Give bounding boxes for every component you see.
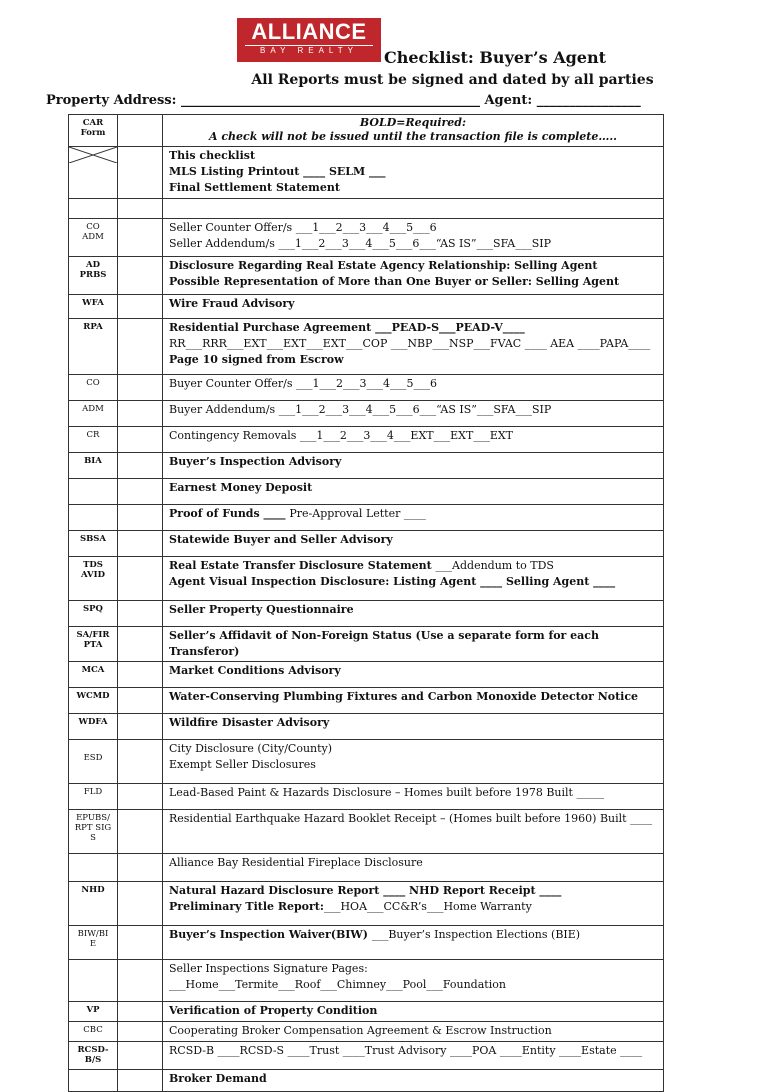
check-box[interactable] xyxy=(118,740,163,784)
form-code-text: CO ADM xyxy=(82,222,104,242)
description-line xyxy=(169,1003,657,1019)
description-line xyxy=(169,574,657,590)
checklist-row xyxy=(69,199,664,219)
check-box[interactable] xyxy=(118,219,163,257)
description-line xyxy=(169,602,657,618)
checklist-row xyxy=(69,401,664,427)
check-box[interactable] xyxy=(118,479,163,505)
description-text: Residential Purchase Agreement ___PEAD-S___PEAD-V____ xyxy=(169,321,525,334)
form-code-text: CO xyxy=(86,378,100,388)
description-text: Proof of Funds ____ xyxy=(169,507,290,520)
description-line xyxy=(169,663,657,679)
checklist-row xyxy=(69,295,664,319)
description-line xyxy=(169,961,657,977)
item-description xyxy=(163,688,664,714)
description-text: Verification of Property Condition xyxy=(169,1004,378,1017)
alliance-bay-logo xyxy=(237,18,381,62)
form-code xyxy=(69,627,118,662)
form-code xyxy=(69,740,118,784)
checklist-row xyxy=(69,479,664,505)
description-line xyxy=(169,927,657,943)
x-mark-icon xyxy=(69,147,117,163)
form-code xyxy=(69,854,118,882)
form-code xyxy=(69,714,118,740)
form-code-text: VP xyxy=(86,1005,100,1015)
form-code xyxy=(69,960,118,1002)
description-line xyxy=(169,715,657,731)
checklist-row xyxy=(69,219,664,257)
description-text: ___Home___Termite___Roof___Chimney___Pool___Foundation xyxy=(169,978,506,991)
item-description xyxy=(163,740,664,784)
check-box[interactable] xyxy=(118,427,163,453)
description-text: This checklist xyxy=(169,149,256,162)
check-box[interactable] xyxy=(118,319,163,375)
form-code xyxy=(69,557,118,601)
header-line-2: A check will not be issued until the transaction file is complete….. xyxy=(209,130,617,143)
description-line xyxy=(169,811,657,827)
check-box[interactable] xyxy=(118,810,163,854)
description-text: Buyer’s Inspection Advisory xyxy=(169,455,342,468)
item-description xyxy=(163,926,664,960)
item-description xyxy=(163,960,664,1002)
checklist-row xyxy=(69,557,664,601)
property-address-line: Property Address: ______________________________________________ Agent: ________________ xyxy=(46,93,641,108)
description-text: Alliance Bay Residential Fireplace Disclosure xyxy=(169,856,423,869)
checkbox-header xyxy=(118,115,163,147)
form-code-text: CR xyxy=(86,430,100,440)
checklist-row xyxy=(69,1022,664,1042)
item-description xyxy=(163,505,664,531)
description-text: Natural Hazard Disclosure Report ____ NHD Report Receipt ____ xyxy=(169,884,562,897)
form-code-text: WDFA xyxy=(78,717,108,727)
description-text: Water-Conserving Plumbing Fixtures and Carbon Monoxide Detector Notice xyxy=(169,690,639,703)
description-line xyxy=(169,1071,657,1087)
description-line xyxy=(169,180,657,196)
check-box[interactable] xyxy=(118,601,163,627)
item-description xyxy=(163,627,664,662)
page-subtitle: All Reports must be signed and dated by all parties xyxy=(251,72,654,88)
description-line xyxy=(169,1043,657,1059)
item-description xyxy=(163,1002,664,1022)
header-row xyxy=(69,115,664,147)
checklist-row xyxy=(69,854,664,882)
form-code xyxy=(69,147,118,199)
description-line xyxy=(169,628,657,660)
description-text: Contingency Removals ___1___2___3___4___EXT___EXT___EXT xyxy=(169,429,514,442)
description-text: Seller Property Questionnaire xyxy=(169,603,354,616)
description-line xyxy=(169,532,657,548)
item-description xyxy=(163,854,664,882)
description-line xyxy=(169,274,657,290)
form-code xyxy=(69,427,118,453)
item-description xyxy=(163,427,664,453)
form-code xyxy=(69,319,118,375)
form-code-text: FLD xyxy=(83,787,103,797)
description-text: RCSD-B ____RCSD-S ____Trust ____Trust Advisory ____POA ____Entity ____Estate ____ xyxy=(169,1044,643,1057)
description-text: RR___RRR___EXT___EXT___EXT___COP ___NBP___NSP___FVAC ____ AEA ____PAPA____ xyxy=(169,337,651,350)
item-description xyxy=(163,810,664,854)
form-code-text: SA/FIR PTA xyxy=(76,630,110,650)
form-code-text: EPUBS/ RPT SIG S xyxy=(74,813,112,843)
description-text: MLS Listing Printout ____ SELM ___ xyxy=(169,165,386,178)
checklist-row xyxy=(69,375,664,401)
item-description xyxy=(163,1022,664,1042)
form-code-text: RCSD- B/S xyxy=(77,1045,109,1065)
check-box[interactable] xyxy=(118,295,163,319)
check-box[interactable] xyxy=(118,960,163,1002)
description-line xyxy=(169,428,657,444)
form-code xyxy=(69,505,118,531)
item-description xyxy=(163,453,664,479)
description-text: Agent Visual Inspection Disclosure: Listing Agent ____ Selling Agent ____ xyxy=(169,575,616,588)
description-line xyxy=(169,320,657,336)
form-code xyxy=(69,926,118,960)
description-line xyxy=(169,220,657,236)
form-code xyxy=(69,784,118,810)
checklist-row xyxy=(69,601,664,627)
description-text: Lead-Based Paint & Hazards Disclosure – Homes built before 1978 Built _____ xyxy=(169,786,604,799)
form-code xyxy=(69,688,118,714)
description-text: Buyer’s Inspection Waiver(BIW) xyxy=(169,928,372,941)
checklist-row xyxy=(69,147,664,199)
form-code xyxy=(69,219,118,257)
form-code-text: WFA xyxy=(82,298,104,308)
description-line xyxy=(169,336,657,352)
check-box[interactable] xyxy=(118,688,163,714)
item-description xyxy=(163,199,664,219)
form-code-text: SPQ xyxy=(83,604,103,614)
form-code xyxy=(69,453,118,479)
checklist-row xyxy=(69,1042,664,1070)
form-code xyxy=(69,531,118,557)
description-extra-text: ___HOA___CC&R’s___Home Warranty xyxy=(323,900,532,913)
description-line xyxy=(169,785,657,801)
item-description xyxy=(163,531,664,557)
form-code xyxy=(69,810,118,854)
check-box[interactable] xyxy=(118,714,163,740)
description-line xyxy=(169,883,657,899)
checklist-row xyxy=(69,688,664,714)
description-text: Seller Inspections Signature Pages: xyxy=(169,962,368,975)
form-code xyxy=(69,601,118,627)
checklist-row xyxy=(69,714,664,740)
item-description xyxy=(163,219,664,257)
page-title: Checklist: Buyer’s Agent xyxy=(384,48,607,67)
item-description xyxy=(163,714,664,740)
description-text: Disclosure Regarding Real Estate Agency Relationship: Selling Agent xyxy=(169,259,598,272)
description-text: Wire Fraud Advisory xyxy=(169,297,295,310)
checklist-row xyxy=(69,427,664,453)
item-description xyxy=(163,147,664,199)
item-description xyxy=(163,662,664,688)
item-description xyxy=(163,295,664,319)
checklist-row xyxy=(69,627,664,662)
item-description xyxy=(163,401,664,427)
checklist-row xyxy=(69,926,664,960)
description-text: Broker Demand xyxy=(169,1072,267,1085)
item-description xyxy=(163,601,664,627)
checklist-row xyxy=(69,1002,664,1022)
description-text: Statewide Buyer and Seller Advisory xyxy=(169,533,393,546)
form-code-text: RPA xyxy=(83,322,103,332)
item-description xyxy=(163,1042,664,1070)
description-text: Earnest Money Deposit xyxy=(169,481,313,494)
description-text: Buyer Counter Offer/s ___1___2___3___4___5___6 xyxy=(169,377,437,390)
description-text: Market Conditions Advisory xyxy=(169,664,341,677)
description-text: Seller Counter Offer/s ___1___2___3___4___5___6 xyxy=(169,221,437,234)
checklist-row xyxy=(69,784,664,810)
check-box[interactable] xyxy=(118,147,163,199)
form-code xyxy=(69,1022,118,1042)
item-description xyxy=(163,882,664,926)
description-line xyxy=(169,977,657,993)
description-text: Page 10 signed from Escrow xyxy=(169,353,344,366)
logo-text: ALLIANCE xyxy=(251,19,367,44)
form-code xyxy=(69,479,118,505)
form-code xyxy=(69,1002,118,1022)
description-line xyxy=(169,258,657,274)
description-line xyxy=(169,741,657,757)
description-line xyxy=(169,757,657,773)
form-code xyxy=(69,1070,118,1092)
form-code xyxy=(69,662,118,688)
header-line-1: BOLD=Required: xyxy=(359,116,467,129)
description-line xyxy=(169,1023,657,1039)
description-text: Cooperating Broker Compensation Agreement & Escrow Instruction xyxy=(169,1024,552,1037)
form-code-text: MCA xyxy=(81,665,105,675)
checklist-row xyxy=(69,740,664,784)
description-line xyxy=(169,558,657,574)
form-code-text: AD PRBS xyxy=(79,260,107,280)
form-code-text: CBC xyxy=(83,1025,103,1035)
logo-subtext: BAY REALTY xyxy=(259,46,359,55)
form-code-text: ADM xyxy=(82,404,104,414)
form-code xyxy=(69,1042,118,1070)
check-box[interactable] xyxy=(118,557,163,601)
header-notice xyxy=(163,115,664,147)
checklist-row xyxy=(69,662,664,688)
item-description xyxy=(163,257,664,295)
form-code xyxy=(69,401,118,427)
checklist-row xyxy=(69,319,664,375)
description-line xyxy=(169,855,657,871)
description-text: City Disclosure (City/County) xyxy=(169,742,333,755)
form-code xyxy=(69,295,118,319)
form-code-text: SBSA xyxy=(79,534,107,544)
description-line xyxy=(169,689,657,705)
check-box[interactable] xyxy=(118,662,163,688)
description-text: Possible Representation of More than One Buyer or Seller: Selling Agent xyxy=(169,275,620,288)
checklist-row xyxy=(69,531,664,557)
description-text: Real Estate Transfer Disclosure Statement xyxy=(169,559,436,572)
description-text: Preliminary Title Report: xyxy=(169,900,324,913)
description-line xyxy=(169,376,657,392)
checklist-row xyxy=(69,257,664,295)
form-code-text: BIW/BI E xyxy=(77,929,109,949)
description-text: Final Settlement Statement xyxy=(169,181,340,194)
description-line xyxy=(169,296,657,312)
checklist-row xyxy=(69,453,664,479)
form-code xyxy=(69,257,118,295)
form-code-text: BIA xyxy=(84,456,102,466)
item-description xyxy=(163,1070,664,1092)
check-box[interactable] xyxy=(118,1070,163,1092)
check-box[interactable] xyxy=(118,531,163,557)
car-form-header: CAR Form xyxy=(69,115,118,147)
checklist-row xyxy=(69,960,664,1002)
check-box[interactable] xyxy=(118,1042,163,1070)
description-text: Seller Addendum/s ___1___2___3___4___5___6___“AS IS”___SFA___SIP xyxy=(169,237,551,250)
form-code-text: TDS AVID xyxy=(81,560,105,580)
check-box[interactable] xyxy=(118,1002,163,1022)
form-code xyxy=(69,199,118,219)
form-code-text: WCMD xyxy=(76,691,110,701)
description-line xyxy=(169,164,657,180)
check-box[interactable] xyxy=(118,401,163,427)
description-text: Buyer Addendum/s ___1___2___3___4___5___6___“AS IS”___SFA___SIP xyxy=(169,403,552,416)
item-description xyxy=(163,784,664,810)
checklist-row xyxy=(69,1070,664,1092)
check-box[interactable] xyxy=(118,882,163,926)
description-text: Seller’s Affidavit of Non-Foreign Status (Use a separate form for each Transferor) xyxy=(169,629,599,658)
description-line xyxy=(169,506,657,522)
form-code xyxy=(69,375,118,401)
description-text: Wildfire Disaster Advisory xyxy=(169,716,330,729)
description-line xyxy=(169,148,657,164)
description-line xyxy=(169,352,657,368)
check-box[interactable] xyxy=(118,375,163,401)
check-box[interactable] xyxy=(118,257,163,295)
check-box[interactable] xyxy=(118,453,163,479)
description-line xyxy=(169,480,657,496)
description-text: Residential Earthquake Hazard Booklet Receipt – (Homes built before 1960) Built ____ xyxy=(169,812,653,825)
description-text: Exempt Seller Disclosures xyxy=(169,758,316,771)
form-code-text: ESD xyxy=(83,753,103,763)
item-description xyxy=(163,319,664,375)
item-description xyxy=(163,479,664,505)
description-extra-text: ___Addendum to TDS xyxy=(435,559,554,572)
description-line xyxy=(169,899,657,915)
description-line xyxy=(169,402,657,418)
description-line xyxy=(169,236,657,252)
check-box[interactable] xyxy=(118,199,163,219)
check-box[interactable] xyxy=(118,627,163,662)
check-box[interactable] xyxy=(118,784,163,810)
description-extra-text: ___Buyer’s Inspection Elections (BIE) xyxy=(371,928,581,941)
form-code-text: NHD xyxy=(81,885,105,895)
form-code xyxy=(69,882,118,926)
description-extra-text: Pre-Approval Letter ____ xyxy=(289,507,426,520)
description-line xyxy=(169,454,657,470)
checklist-table xyxy=(68,114,664,1092)
check-box[interactable] xyxy=(118,505,163,531)
check-box[interactable] xyxy=(118,854,163,882)
item-description xyxy=(163,375,664,401)
checklist-row xyxy=(69,505,664,531)
check-box[interactable] xyxy=(118,926,163,960)
checklist-row xyxy=(69,810,664,854)
item-description xyxy=(163,557,664,601)
check-box[interactable] xyxy=(118,1022,163,1042)
checklist-row xyxy=(69,882,664,926)
